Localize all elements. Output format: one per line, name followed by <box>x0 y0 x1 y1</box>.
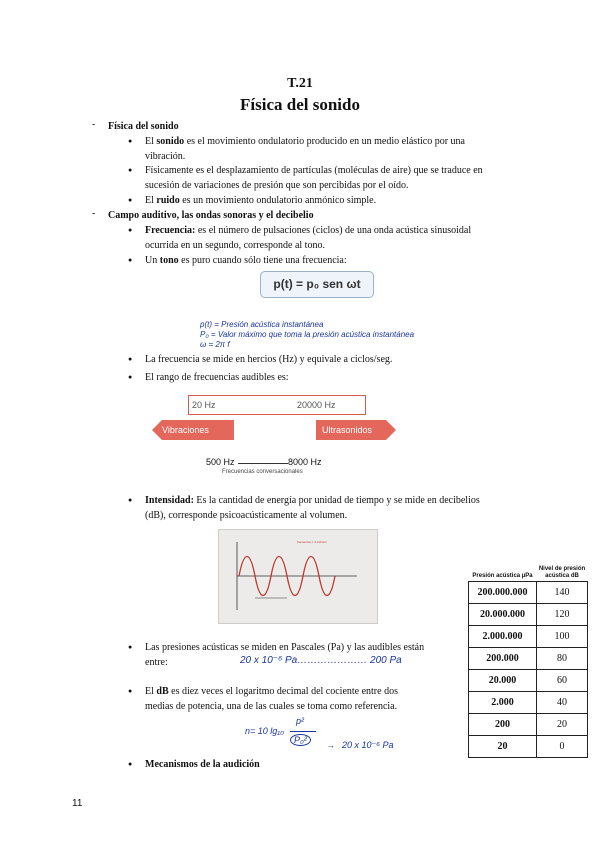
db-denominator: P₀² <box>290 734 311 746</box>
text: es el número de pulsaciones (ciclos) de una onda acústica sinusoidal <box>195 225 472 236</box>
table-cell: 0 <box>537 736 588 758</box>
table-cell: 200.000.000 <box>469 582 537 604</box>
section-dash: - <box>92 119 96 130</box>
list-item <box>145 352 525 367</box>
table-header-row <box>469 547 588 582</box>
list-item <box>145 253 525 268</box>
table-cell: 200.000 <box>469 648 537 670</box>
db-reference: 20 x 10⁻⁶ Pa <box>342 740 394 750</box>
pressure-db-table-wrap <box>468 547 588 758</box>
formula-note: ω = 2π f <box>200 340 230 349</box>
list-item <box>145 163 535 193</box>
list-item <box>145 493 530 523</box>
table-cell: 120 <box>537 604 588 626</box>
text: Es la cantidad de energía por unidad de tiempo y se mide en decibelios <box>193 495 480 506</box>
list-item <box>145 684 445 714</box>
conv-line <box>238 463 288 464</box>
conv-high: 8000 Hz <box>288 457 322 467</box>
section-heading: Física del sonido <box>108 121 179 132</box>
table-header: Presión acústica µPa <box>472 573 533 579</box>
list-item <box>145 193 525 208</box>
db-arrow: → <box>326 740 335 750</box>
bold-text: ruido <box>156 195 180 206</box>
table-cell: 2.000 <box>469 692 537 714</box>
table-row <box>469 714 588 736</box>
text: Físicamente es el desplazamiento de partículas (moléculas de aire) que se traduce en <box>145 165 483 176</box>
bold-text: tono <box>159 255 179 266</box>
ultrasonidos-label: Ultrasonidos <box>322 425 373 435</box>
db-numerator: p² <box>296 716 305 726</box>
text: sucesión de variaciones de presión que son percibidas por el oído. <box>145 180 409 191</box>
text: (dB), corresponde psicoacústicamente al volumen. <box>145 510 348 521</box>
formula-note: p(t) = Presión acústica instantánea <box>200 320 324 329</box>
pressure-db-table <box>468 547 588 758</box>
section-heading: Campo auditivo, las ondas sonoras y el decibelio <box>108 210 314 221</box>
table-cell: 20.000.000 <box>469 604 537 626</box>
text: es el movimiento ondulatorio producido en un medio elástico por una <box>184 136 465 147</box>
text: entre: <box>145 657 168 668</box>
table-row <box>469 604 588 626</box>
page-title: Física del sonido <box>240 95 360 114</box>
text: es puro cuando sólo tiene una frecuencia: <box>178 255 347 266</box>
pressure-range-formula: 20 x 10⁻⁶ Pa………………… 200 Pa <box>240 655 402 666</box>
bold-text: Frecuencia: <box>145 225 196 236</box>
text: El <box>145 195 157 206</box>
bold-text: dB <box>156 686 169 697</box>
list-item <box>145 223 525 253</box>
tone-formula: p(t) = p₀ sen ωt <box>260 271 374 298</box>
table-cell: 20.000 <box>469 670 537 692</box>
graph-title: frecuencia = 4 ciclos/s <box>297 540 327 544</box>
text: El <box>145 136 157 147</box>
list-item <box>145 757 445 772</box>
section-dash: - <box>92 208 96 219</box>
page-number: 11 <box>72 798 83 809</box>
conv-caption: Frecuencias conversacionales <box>222 469 303 475</box>
formula-notes <box>200 320 414 350</box>
audible-range-bar <box>188 395 366 415</box>
db-fraction-line <box>290 731 316 732</box>
bold-text: sonido <box>156 136 185 147</box>
table-row <box>469 692 588 714</box>
table-row <box>469 582 588 604</box>
conv-low: 500 Hz <box>206 457 235 467</box>
db-formula: n= 10 lg₁₀ <box>245 726 284 736</box>
table-header: Nivel de presión acústica dB <box>538 566 586 579</box>
table-cell: 140 <box>537 582 588 604</box>
text: medias de potencia, una de las cuales se toma como referencia. <box>145 701 398 712</box>
text: El rango de frecuencias audibles es: <box>145 372 289 383</box>
text: Las presiones acústicas se miden en Pascales (Pa) y las audibles están <box>145 642 425 653</box>
table-cell: 200 <box>469 714 537 736</box>
wave-graph <box>218 529 378 624</box>
text: es diez veces el logaritmo decimal del cociente entre dos <box>168 686 398 697</box>
list-item <box>145 134 525 164</box>
table-row <box>469 648 588 670</box>
text: vibración. <box>145 151 186 162</box>
vibraciones-label: Vibraciones <box>162 425 209 435</box>
bold-text: Intensidad: <box>145 495 194 506</box>
range-high-label: 20000 Hz <box>297 400 336 410</box>
list-item <box>145 370 525 385</box>
text: El <box>145 686 157 697</box>
bold-text: Mecanismos de la audición <box>145 759 260 770</box>
table-cell: 60 <box>537 670 588 692</box>
table-row <box>469 670 588 692</box>
text: es un movimiento ondulatorio anmónico simple. <box>179 195 377 206</box>
text: ocurrida en un segundo, corresponde al tono. <box>145 240 325 251</box>
table-cell: 100 <box>537 626 588 648</box>
topic-code: T.21 <box>287 76 313 91</box>
range-low-label: 20 Hz <box>192 400 216 410</box>
table-row <box>469 626 588 648</box>
table-cell: 20 <box>469 736 537 758</box>
table-row <box>469 736 588 758</box>
text: Un <box>145 255 160 266</box>
table-cell: 40 <box>537 692 588 714</box>
table-cell: 80 <box>537 648 588 670</box>
text: La frecuencia se mide en hercios (Hz) y equivale a ciclos/seg. <box>145 354 393 365</box>
formula-note: P₀ = Valor máximo que toma la presión acústica instantánea <box>200 330 415 339</box>
table-cell: 2.000.000 <box>469 626 537 648</box>
table-cell: 20 <box>537 714 588 736</box>
